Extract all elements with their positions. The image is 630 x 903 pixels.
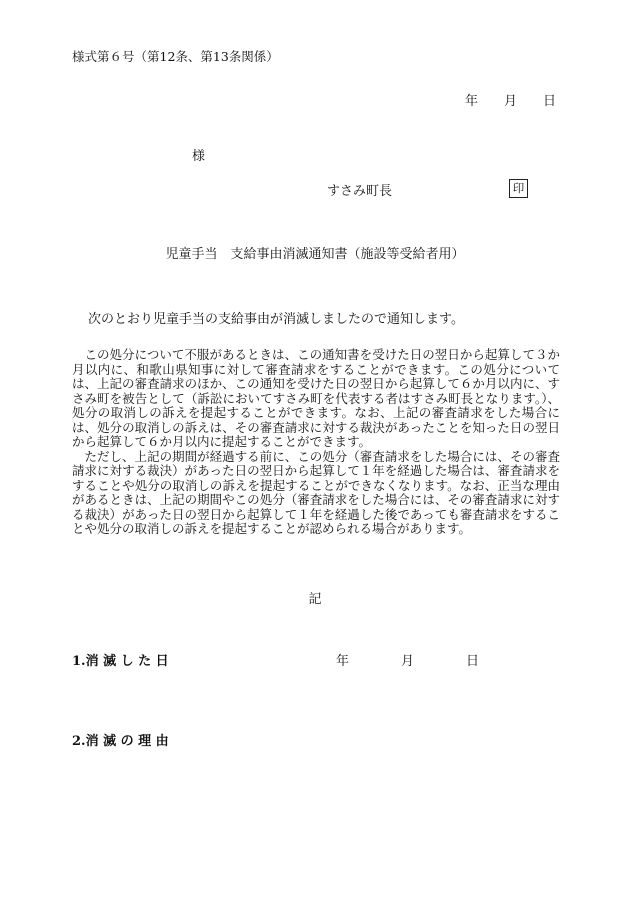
item-extinction-reason-label: 2.消 滅 の 理 由 — [72, 734, 169, 749]
day-label: 日 — [466, 654, 480, 669]
day-label: 日 — [543, 94, 557, 109]
appeal-notice-body — [72, 348, 560, 537]
year-label: 年 — [465, 94, 479, 109]
lead-sentence: 次のとおり児童手当の支給事由が消滅しましたので通知します。 — [88, 312, 464, 327]
item-extinction-date-fields — [336, 650, 479, 669]
month-label: 月 — [504, 94, 518, 109]
seal-box: 印 — [509, 179, 528, 198]
recipient-honorific: 様 — [192, 149, 206, 164]
body-paragraph: ただし、上記の期間が経過する前に、この処分（審査請求をした場合には、その審査請求に対する裁決）があった日の翌日から起算して１年を経過した場合は、審査請求をすることや処分の取消しの訴えを提起することができなくなります。なお、正当な理由があるときは、上記の期間やこの処分（審査請求をした場合には、その審査請求に対する裁決）があった日の翌日から起算して１年を経過した後であっても審査請求をすることや処分の取消しの訴えを提起することが認められる場合があります。 — [72, 448, 560, 536]
year-label: 年 — [336, 654, 350, 669]
ki-text: 記 — [308, 592, 322, 607]
issue-date-line — [465, 90, 556, 109]
issuer-name: すさみ町長 — [327, 184, 393, 199]
body-paragraph: この処分について不服があるときは、この通知書を受けた日の翌日から起算して３か月以内に、和歌山県知事に対して審査請求をすることができます。この処分については、上記の審査請求のほか、この通知を受けた日の翌日から起算して６か月以内に、すさみ町を被告として（訴訟においてすさみ町を代表する者はすさみ町長となります。）、処分の取消しの訴えを提起することができます。なお、上記の審査請求をした場合には、処分の取消しの訴えは、その審査請求に対する裁決があったことを知った日の翌日から起算して６か月以内に提起することができます。 — [72, 347, 560, 449]
document-title: 児童手当 支給事由消滅通知書（施設等受給者用） — [165, 247, 465, 262]
month-label: 月 — [401, 654, 415, 669]
item-extinction-date-label: 1.消 滅 し た 日 — [72, 654, 169, 669]
form-number: 様式第６号（第12条、第13条関係） — [72, 49, 279, 64]
ki-heading — [0, 588, 630, 607]
